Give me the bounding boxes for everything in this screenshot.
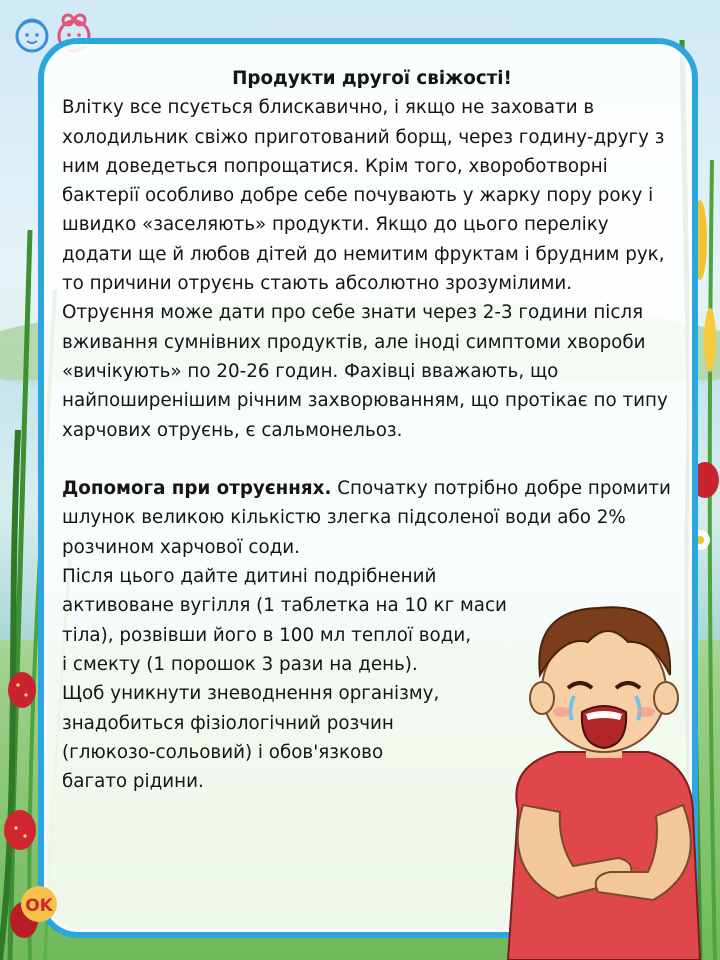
article-title: Продукти другої свіжості!: [232, 68, 512, 89]
help-line: Після цього дайте дитині подрібнений: [62, 566, 437, 588]
help-line: і смекту (1 порошок 3 рази на день).: [62, 653, 418, 675]
ok-hand-icon: [14, 884, 64, 924]
help-line: знадобиться фізіологічний розчин: [62, 712, 394, 734]
help-line: (глюкозо-сольовий) і обов'язково: [62, 741, 384, 763]
article-paragraph-1: Влітку все псується блискавично, і якщо не заховати в холодильник свіжо приготований борщ, через годину-другу з ним доведеться попрощатися. Крім того, хвороботворні бактерії особливо добре себе почувають у жарку пору року і швидко «заселяють» продукти. Якщо до цього переліку додати ще й любов дітей до немитим фруктам і брудним рук, то причини отруєнь стають абсолютно зрозумілими.: [62, 97, 665, 295]
help-intro: Спочатку потрібно добре промити шлунок великою кількістю злегка підсоленої води або 2% розчином харчової соди.: [62, 478, 671, 558]
help-line: Щоб уникнути зневоднення організму,: [62, 683, 440, 705]
article-paragraph-2: Отруєння може дати про себе знати через 2-3 години після вживання сумнівних продуктів, але іноді симптоми хвороби «вичікують» по 20-26 годин. Фахівці вважають, що найпоширенішим річним захворюванням, що протікає по типу харчових отруєнь, є сальмонельоз.: [62, 302, 668, 441]
help-paragraph: [62, 474, 682, 562]
crying-boy-illustration: [478, 580, 720, 960]
help-heading: Допомога при отруєннях.: [62, 478, 332, 500]
help-line: активоване вугілля (1 таблетка на 10 кг маси: [62, 595, 507, 617]
help-line: багато рідини.: [62, 771, 204, 793]
ok-badge-text: OK: [25, 896, 53, 916]
help-line: тіла), розвівши його в 100 мл теплої води,: [62, 624, 472, 646]
